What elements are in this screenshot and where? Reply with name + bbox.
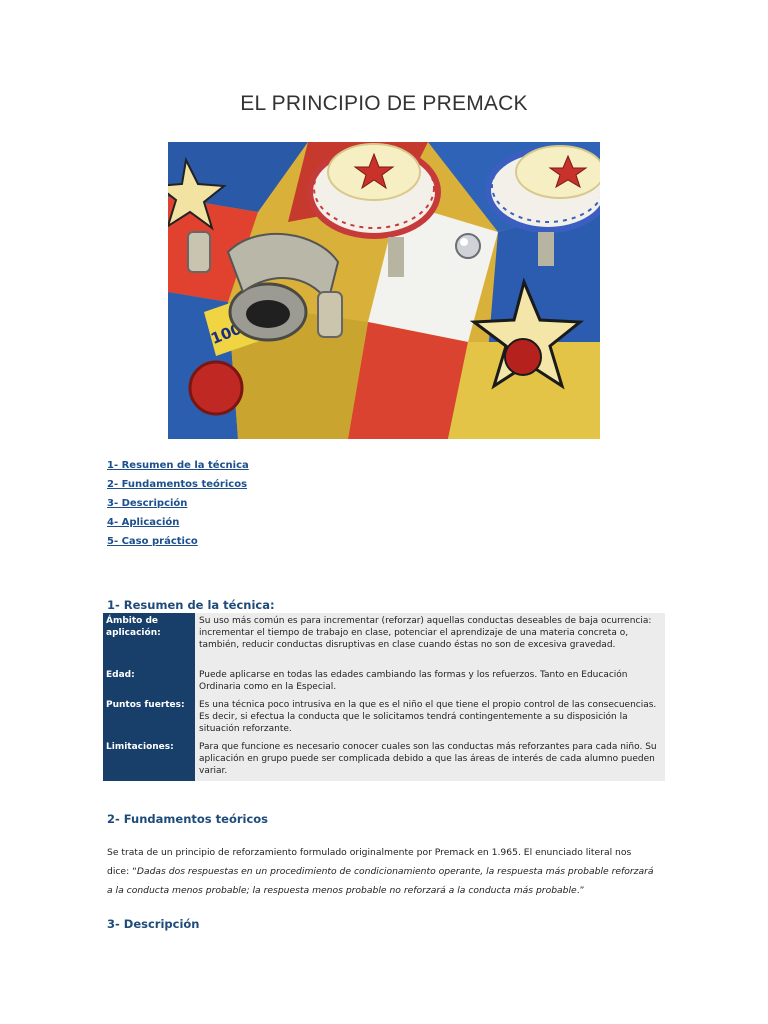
fundamentos-paragraph bbox=[107, 843, 655, 900]
row-value-puntos-fuertes: Es una técnica poco intrusiva en la que es el niño el que tiene el propio control de las consecuencias. Es decir, si efectua la conducta que le solicitamos tendrá contingentemente a su disposición la situación reforzante. bbox=[195, 697, 665, 739]
section-heading-descripcion: 3- Descripción bbox=[107, 917, 200, 931]
row-label-limitaciones: Limitaciones: bbox=[103, 739, 195, 781]
pinball-photo bbox=[168, 142, 600, 439]
summary-table bbox=[103, 613, 665, 781]
row-label-puntos-fuertes: Puntos fuertes: bbox=[103, 697, 195, 739]
page-title: EL PRINCIPIO DE PREMACK bbox=[240, 92, 528, 115]
fundamentos-end: .” bbox=[576, 885, 585, 896]
table-row bbox=[103, 697, 665, 739]
toc-item bbox=[107, 494, 249, 513]
fundamentos-quote: Dadas dos respuestas en un procedimiento de condicionamiento operante, la respuesta más probable reforzará a la conducta menos probable; la respuesta menos probable no reforzará a la conducta más probable bbox=[107, 866, 654, 896]
row-value-ambito: Su uso más común es para incrementar (reforzar) aquellas conductas deseables de baja ocurrencia: incrementar el tiempo de trabajo en clase, potenciar el aprendizaje de una materia concreta o, también, reducir conductas disruptivas en clase cuando éstas no son de excesiva gravedad. bbox=[195, 613, 665, 667]
toc-link-fundamentos[interactable]: 2- Fundamentos teóricos bbox=[107, 479, 248, 490]
toc-item bbox=[107, 532, 249, 551]
table-row bbox=[103, 613, 665, 667]
section-heading-resumen: 1- Resumen de la técnica: bbox=[107, 598, 275, 612]
toc-link-aplicacion[interactable]: 4- Aplicación bbox=[107, 517, 180, 528]
table-of-contents bbox=[107, 456, 249, 551]
toc-item bbox=[107, 475, 249, 494]
row-value-limitaciones: Para que funcione es necesario conocer cuales son las conductas más reforzantes para cada niño. Su aplicación en grupo puede ser complicada debido a que las áreas de interés de cada alumno pueden variar. bbox=[195, 739, 665, 781]
toc-link-caso-practico[interactable]: 5- Caso práctico bbox=[107, 536, 198, 547]
section-heading-fundamentos: 2- Fundamentos teóricos bbox=[107, 812, 269, 826]
badge-1000-plus: 1000 bbox=[208, 315, 254, 349]
table-row bbox=[103, 667, 665, 697]
row-value-edad: Puede aplicarse en todas las edades cambiando las formas y los refuerzos. Tanto en Educación Ordinaria como en la Especial. bbox=[195, 667, 665, 697]
toc-item bbox=[107, 456, 249, 475]
fundamentos-intro: Se trata de un principio de reforzamiento formulado originalmente por Premack en 1.965. El enunciado literal nos dice: “ bbox=[107, 847, 632, 877]
table-row bbox=[103, 739, 665, 781]
toc-link-descripcion[interactable]: 3- Descripción bbox=[107, 498, 188, 509]
toc-link-resumen[interactable]: 1- Resumen de la técnica bbox=[107, 460, 249, 471]
row-label-edad: Edad: bbox=[103, 667, 195, 697]
toc-item bbox=[107, 513, 249, 532]
row-label-ambito: Ámbito de aplicación: bbox=[103, 613, 195, 667]
